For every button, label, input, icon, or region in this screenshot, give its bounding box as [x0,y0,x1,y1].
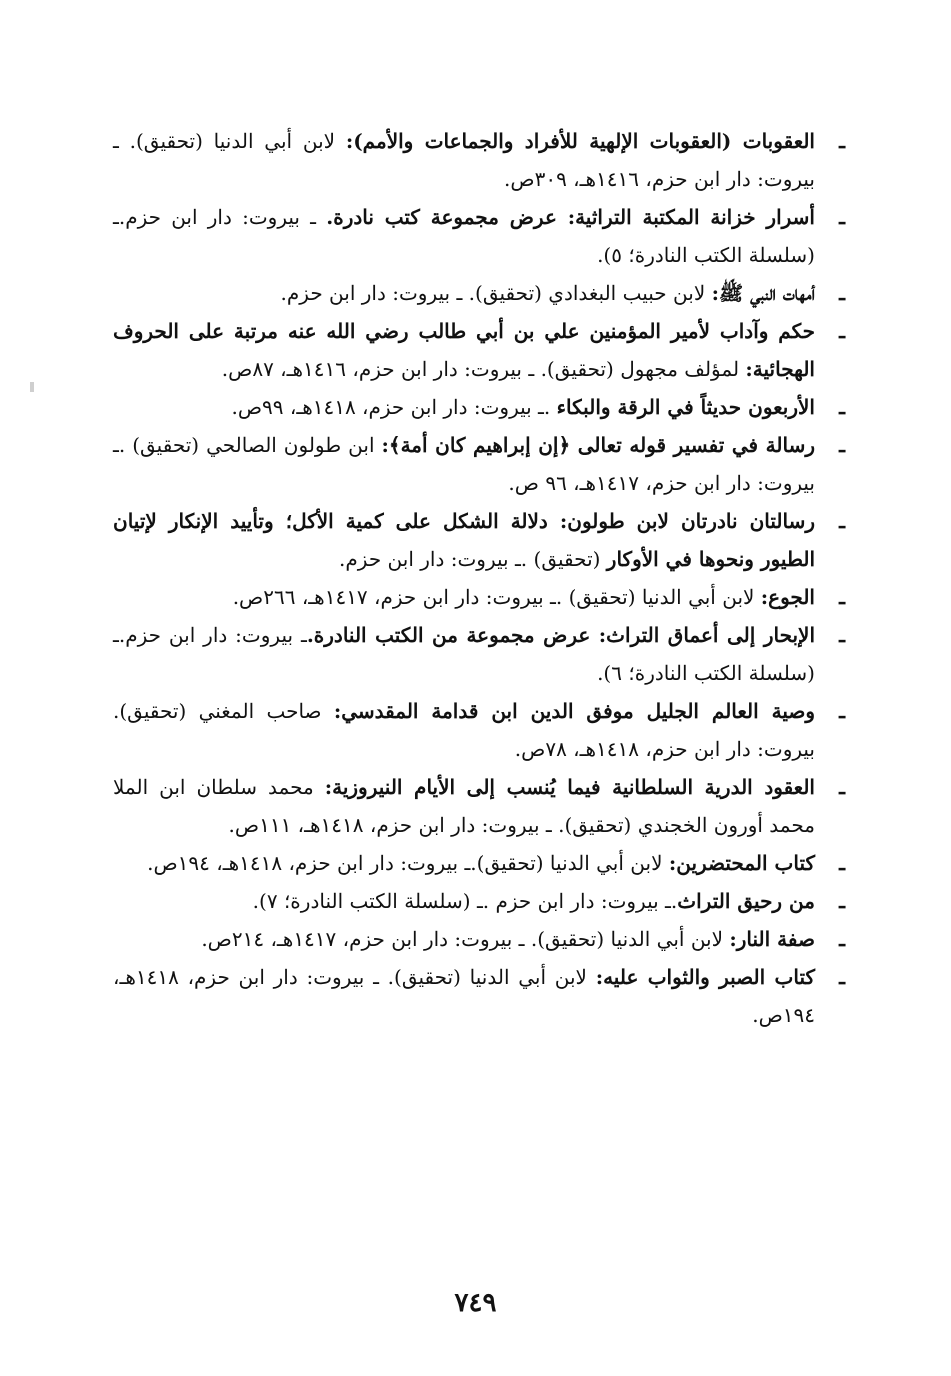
bibliography-entry [113,502,845,578]
entry-title: الإبحار إلى أعماق التراث: عرض مجموعة من الكتب النادرة. [306,623,816,647]
entry-bullet: ـ [839,281,845,305]
entry-details: لابن أبي الدنيا (تحقيق) .ـ بيروت: دار ابن حزم، ١٤١٧هـ، ٢٦٦ص. [232,585,761,609]
entry-bullet: ـ [839,851,845,875]
bibliography-entry [113,388,845,426]
entry-bullet: ـ [839,433,845,457]
entry-details: .ـ بيروت: دار ابن حزم .ـ (سلسلة الكتب النادرة؛ ٧). [252,889,678,913]
entry-bullet: ـ [839,965,845,989]
entry-bullet: ـ [839,205,845,229]
bibliography-entry [113,274,845,312]
entry-bullet: ـ [839,623,845,647]
entry-details: لابن أبي الدنيا (تحقيق). ـ بيروت: دار ابن حزم، ١٤١٧هـ، ٢١٤ص. [201,927,730,951]
entry-title: كتاب الصبر والثواب عليه: [595,965,815,989]
entry-title: الجوع: [760,585,815,609]
entry-title: العقود الدرية السلطانية فيما يُنسب إلى الأيام النيروزية: [324,775,815,799]
entry-details: لابن أبي الدنيا (تحقيق). ـ بيروت: دار ابن حزم، ١٤١٦هـ، ٣٠٩ص. [113,129,815,191]
entry-details: لمؤلف مجهول (تحقيق). ـ بيروت: دار ابن حزم، ١٤١٦هـ، ٨٧ص. [221,357,746,381]
entry-details: (تحقيق) .ـ بيروت: دار ابن حزم. [339,547,607,571]
entry-title: رسالتان نادرتان لابن طولون: دلالة الشكل على كمية الأكل؛ وتأييد الإنكار لإتيان الطيور ونحوها في الأوكار [113,509,815,571]
entry-details: ابن طولون الصالحي (تحقيق) .ـ بيروت: دار ابن حزم، ١٤١٧هـ، ٩٦ ص. [113,433,815,495]
entry-title: حكم وآداب لأمير المؤمنين علي بن أبي طالب رضي الله عنه مرتبة على الحروف الهجائية: [113,319,815,381]
entry-bullet: ـ [839,699,845,723]
entry-bullet: ـ [839,395,845,419]
entry-title: الأربعون حديثاً في الرقة والبكاء [556,395,815,419]
entry-bullet: ـ [839,585,845,609]
entry-details: لابن أبي الدنيا (تحقيق).ـ بيروت: دار ابن حزم، ١٤١٨هـ، ١٩٤ص. [147,851,669,875]
entry-details: لابن حبيب البغدادي (تحقيق). ـ بيروت: دار ابن حزم. [280,281,712,305]
entry-bullet: ـ [839,319,845,343]
bibliography-entry [113,958,845,1034]
entry-title: من رحيق التراث [677,889,815,913]
entry-title: وصية العالم الجليل موفق الدين ابن قدامة المقدسي: [333,699,815,723]
entry-details: صاحب المغني (تحقيق). بيروت: دار ابن حزم، ١٤١٨هـ، ٧٨ص. [113,699,815,761]
entry-title: أمهات النبي ﷺ: [711,281,815,305]
bibliography-entry [113,844,845,882]
page-number: ٧٤٩ [454,1288,497,1318]
entry-details: ـ بيروت: دار ابن حزم.ـ (سلسلة الكتب النادرة؛ ٥). [113,205,815,267]
bibliography-entry [113,882,845,920]
entry-title: صفة النار: [729,927,815,951]
bibliography-entry [113,312,845,388]
bibliography-entry [113,578,845,616]
bibliography-entry [113,616,845,692]
entry-title: أسرار خزانة المكتبة التراثية: عرض مجموعة كتب نادرة. [326,205,815,229]
bibliography-entry [113,692,845,768]
entry-title: كتاب المحتضرين: [668,851,815,875]
bibliography-list [113,122,845,1034]
entry-bullet: ـ [839,129,845,153]
entry-title: العقوبات (العقوبات الإلهية للأفراد والجماعات والأمم): [345,129,815,153]
bibliography-entry [113,768,845,844]
entry-bullet: ـ [839,889,845,913]
entry-bullet: ـ [839,927,845,951]
bibliography-entry [113,198,845,274]
entry-details: لابن أبي الدنيا (تحقيق). ـ بيروت: دار ابن حزم، ١٤١٨هـ، ١٩٤ص. [113,965,815,1027]
bibliography-entry [113,122,845,198]
entry-title: رسالة في تفسير قوله تعالى ﴿إن إبراهيم كان أمة﴾: [381,433,815,457]
entry-details: محمد سلطان ابن الملا محمد أورون الخجندي (تحقيق). ـ بيروت: دار ابن حزم، ١٤١٨هـ، ١١١ص. [113,775,815,837]
entry-bullet: ـ [839,775,845,799]
entry-bullet: ـ [839,509,845,533]
bibliography-entry [113,920,845,958]
entry-details: ـ بيروت: دار ابن حزم.ـ (سلسلة الكتب النادرة؛ ٦). [113,623,815,685]
scan-speck [30,382,34,392]
bibliography-entry [113,426,845,502]
entry-details: .ـ بيروت: دار ابن حزم، ١٤١٨هـ، ٩٩ص. [231,395,557,419]
